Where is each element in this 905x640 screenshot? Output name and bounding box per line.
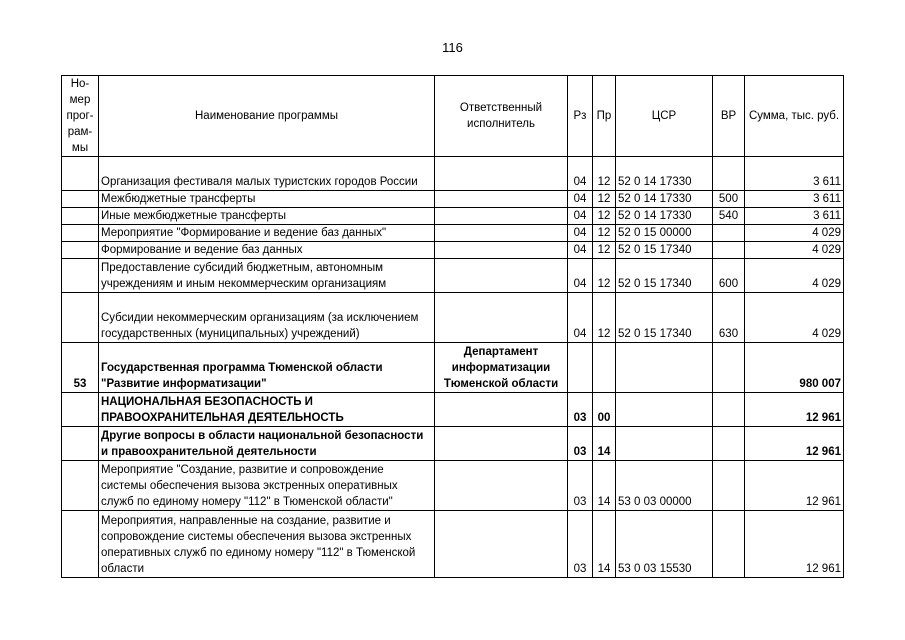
budget-table	[61, 75, 844, 578]
cell-program-number	[62, 208, 99, 225]
table-row	[62, 242, 844, 259]
cell-csr: 52 0 15 17340	[616, 293, 713, 343]
cell-pr: 00	[593, 393, 616, 427]
cell-rz: 04	[568, 191, 593, 208]
cell-rz: 03	[568, 461, 593, 511]
cell-amount: 4 029	[745, 225, 844, 242]
header-program-name: Наименование программы	[99, 76, 435, 157]
cell-rz: 04	[568, 259, 593, 293]
cell-amount: 3 611	[745, 191, 844, 208]
cell-vr	[713, 393, 745, 427]
cell-rz: 03	[568, 393, 593, 427]
header-rz: Рз	[568, 76, 593, 157]
cell-rz: 04	[568, 157, 593, 191]
cell-responsible	[435, 511, 568, 578]
cell-rz: 04	[568, 208, 593, 225]
cell-amount: 4 029	[745, 242, 844, 259]
cell-csr: 52 0 15 17340	[616, 242, 713, 259]
table-row	[62, 191, 844, 208]
cell-program-number	[62, 293, 99, 343]
cell-vr	[713, 157, 745, 191]
cell-pr: 12	[593, 259, 616, 293]
cell-responsible	[435, 259, 568, 293]
cell-rz: 03	[568, 511, 593, 578]
cell-vr	[713, 427, 745, 461]
cell-program-number	[62, 511, 99, 578]
cell-program-number	[62, 461, 99, 511]
table-header-row	[62, 76, 844, 157]
cell-pr: 12	[593, 191, 616, 208]
cell-rz: 03	[568, 427, 593, 461]
cell-amount: 12 961	[745, 511, 844, 578]
header-csr: ЦСР	[616, 76, 713, 157]
cell-pr	[593, 343, 616, 393]
table-row	[62, 157, 844, 191]
table-row	[62, 511, 844, 578]
cell-csr: 53 0 03 00000	[616, 461, 713, 511]
table-row	[62, 393, 844, 427]
header-amount: Сумма, тыс. руб.	[745, 76, 844, 157]
cell-pr: 12	[593, 208, 616, 225]
cell-vr: 500	[713, 191, 745, 208]
cell-pr: 14	[593, 511, 616, 578]
cell-program-name: НАЦИОНАЛЬНАЯ БЕЗОПАСНОСТЬ И ПРАВООХРАНИТЕЛЬНАЯ ДЕЯТЕЛЬНОСТЬ	[99, 393, 435, 427]
cell-csr: 52 0 14 17330	[616, 191, 713, 208]
cell-pr: 12	[593, 157, 616, 191]
cell-amount: 12 961	[745, 393, 844, 427]
table-row	[62, 208, 844, 225]
cell-amount: 3 611	[745, 157, 844, 191]
cell-program-name: Формирование и ведение баз данных	[99, 242, 435, 259]
cell-program-number: 53	[62, 343, 99, 393]
cell-csr: 52 0 15 17340	[616, 259, 713, 293]
cell-csr: 52 0 15 00000	[616, 225, 713, 242]
cell-program-name: Предоставление субсидий бюджетным, автономным учреждениям и иным некоммерческим организациям	[99, 259, 435, 293]
cell-pr: 12	[593, 293, 616, 343]
cell-csr: 52 0 14 17330	[616, 208, 713, 225]
table-row	[62, 343, 844, 393]
cell-program-name: Другие вопросы в области национальной безопасности и правоохранительной деятельности	[99, 427, 435, 461]
cell-responsible	[435, 393, 568, 427]
cell-amount: 3 611	[745, 208, 844, 225]
cell-program-number	[62, 242, 99, 259]
cell-csr: 52 0 14 17330	[616, 157, 713, 191]
cell-amount: 12 961	[745, 461, 844, 511]
cell-responsible	[435, 191, 568, 208]
cell-program-name: Мероприятие "Формирование и ведение баз данных"	[99, 225, 435, 242]
cell-responsible	[435, 157, 568, 191]
cell-program-name: Организация фестиваля малых туристских городов России	[99, 157, 435, 191]
header-vr: ВР	[713, 76, 745, 157]
header-program-number: Но-мер прог-рам-мы	[62, 76, 99, 157]
cell-csr	[616, 393, 713, 427]
cell-vr: 630	[713, 293, 745, 343]
table-body	[62, 157, 844, 578]
cell-pr: 12	[593, 242, 616, 259]
cell-csr: 53 0 03 15530	[616, 511, 713, 578]
cell-program-number	[62, 393, 99, 427]
cell-program-name: Мероприятия, направленные на создание, развитие и сопровождение системы обеспечения вызова экстренных оперативных служб по единому номеру "112" в Тюменской области	[99, 511, 435, 578]
cell-csr	[616, 343, 713, 393]
cell-program-name: Государственная программа Тюменской области "Развитие информатизации"	[99, 343, 435, 393]
cell-program-number	[62, 157, 99, 191]
cell-vr: 540	[713, 208, 745, 225]
table-row	[62, 427, 844, 461]
cell-responsible	[435, 225, 568, 242]
header-responsible: Ответственный исполнитель	[435, 76, 568, 157]
cell-program-name: Межбюджетные трансферты	[99, 191, 435, 208]
cell-csr	[616, 427, 713, 461]
cell-vr	[713, 461, 745, 511]
cell-program-name: Субсидии некоммерческим организациям (за исключением государственных (муниципальных) учреждений)	[99, 293, 435, 343]
cell-program-number	[62, 259, 99, 293]
table-row	[62, 293, 844, 343]
cell-pr: 14	[593, 427, 616, 461]
table-row	[62, 259, 844, 293]
cell-program-name: Мероприятие "Создание, развитие и сопровождение системы обеспечения вызова экстренных оперативных служб по единому номеру "112" в Тюменской области"	[99, 461, 435, 511]
cell-vr	[713, 225, 745, 242]
cell-responsible: Департамент информатизации Тюменской области	[435, 343, 568, 393]
page-number: 116	[442, 40, 463, 55]
cell-responsible	[435, 293, 568, 343]
cell-program-number	[62, 225, 99, 242]
cell-program-name: Иные межбюджетные трансферты	[99, 208, 435, 225]
cell-responsible	[435, 242, 568, 259]
cell-vr: 600	[713, 259, 745, 293]
cell-program-number	[62, 427, 99, 461]
cell-vr	[713, 343, 745, 393]
table-row	[62, 461, 844, 511]
cell-rz	[568, 343, 593, 393]
cell-amount: 980 007	[745, 343, 844, 393]
header-pr: Пр	[593, 76, 616, 157]
table-row	[62, 225, 844, 242]
cell-pr: 14	[593, 461, 616, 511]
cell-vr	[713, 511, 745, 578]
cell-responsible	[435, 461, 568, 511]
cell-amount: 4 029	[745, 293, 844, 343]
cell-rz: 04	[568, 242, 593, 259]
cell-responsible	[435, 427, 568, 461]
cell-rz: 04	[568, 293, 593, 343]
cell-pr: 12	[593, 225, 616, 242]
cell-rz: 04	[568, 225, 593, 242]
cell-amount: 12 961	[745, 427, 844, 461]
cell-program-number	[62, 191, 99, 208]
cell-responsible	[435, 208, 568, 225]
cell-vr	[713, 242, 745, 259]
cell-amount: 4 029	[745, 259, 844, 293]
